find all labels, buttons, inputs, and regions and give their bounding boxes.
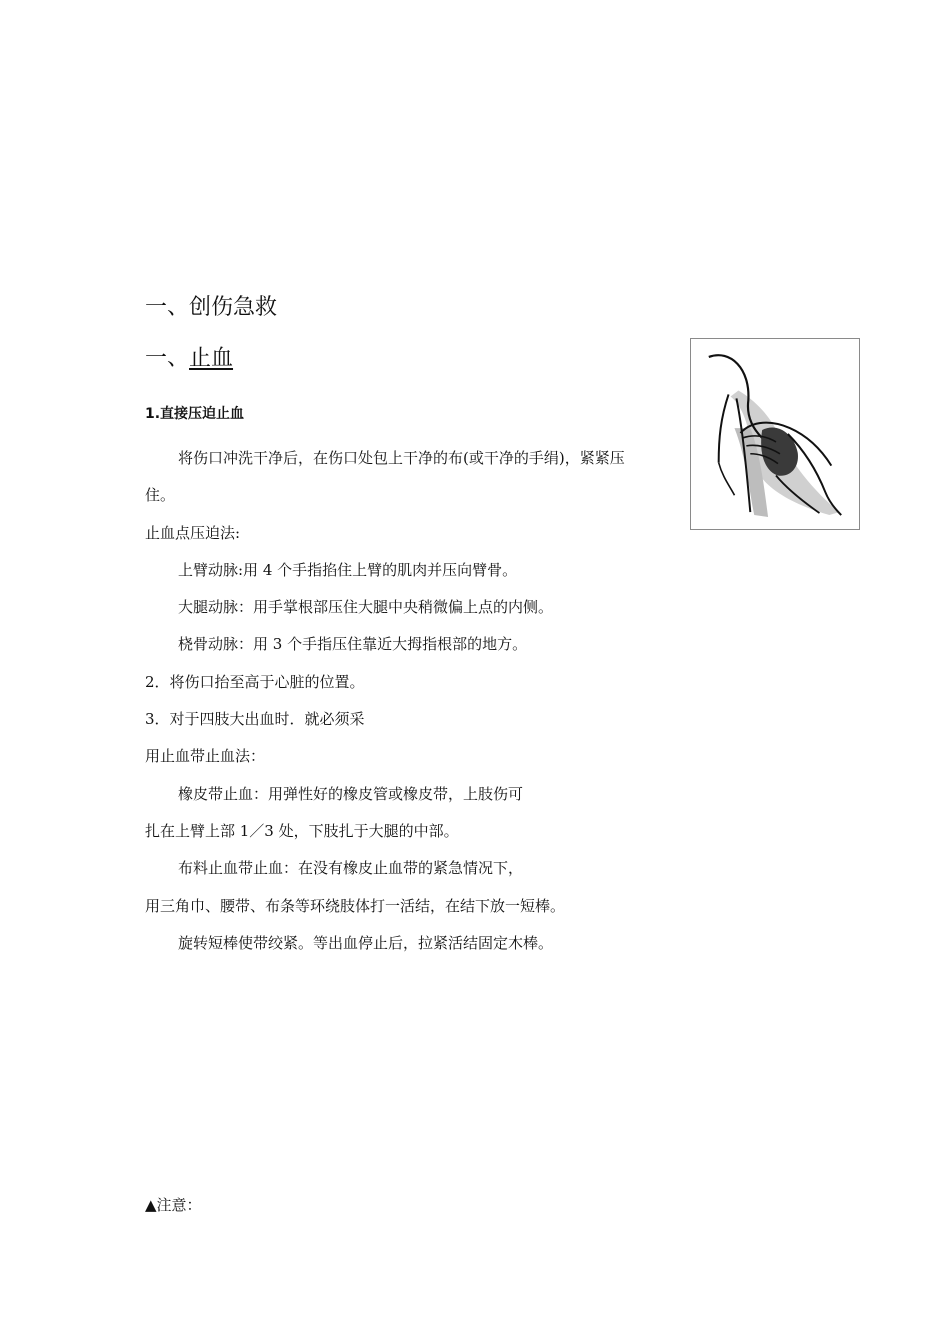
illustration-frame	[690, 338, 860, 530]
paragraph-line: 将伤口冲洗干净后，在伤口处包上干净的布(或干净的手绢)，紧紧压	[178, 449, 625, 467]
subheading: 1.直接压迫止血	[145, 406, 245, 422]
paragraph-line: 橡皮带止血：用弹性好的橡皮管或橡皮带，上肢伤可	[178, 785, 524, 803]
paragraph-line: 旋转短棒使带绞紧。等出血停止后，拉紧活结固定木棒。	[178, 934, 554, 952]
paragraph-line: 3．对于四肢大出血时．就必须采	[145, 710, 365, 728]
paragraph-line: 桡骨动脉：用 3 个手指压住靠近大拇指根部的地方。	[178, 635, 528, 653]
paragraph-line: 大腿动脉：用手掌根部压住大腿中央稍微偏上点的内侧。	[178, 598, 554, 616]
paragraph-line: 扎在上臂上部 1／3 处，下肢扎于大腿的中部。	[145, 822, 459, 840]
section-title: 止血	[189, 346, 234, 371]
note-label: ▲注意：	[145, 1196, 202, 1214]
paragraph-line: 2．将伤口抬至高于心脏的位置。	[145, 673, 365, 691]
main-heading: 一、创伤急救	[145, 295, 278, 320]
paragraph-line: 止血点压迫法:	[145, 524, 241, 542]
hand-pressing-wound-icon	[691, 339, 859, 529]
section-heading	[145, 343, 233, 375]
paragraph-line: 用止血带止血法：	[145, 747, 266, 765]
paragraph-line: 上臂动脉:用 4 个手指掐住上臂的肌肉并压向臂骨。	[178, 561, 518, 579]
paragraph-line: 布料止血带止血：在没有橡皮止血带的紧急情况下，	[178, 859, 524, 877]
section-prefix: 一、	[145, 346, 190, 371]
paragraph-line: 用三角巾、腰带、布条等环绕肢体打一活结，在结下放一短棒。	[145, 897, 566, 915]
paragraph-line: 住。	[145, 486, 176, 504]
